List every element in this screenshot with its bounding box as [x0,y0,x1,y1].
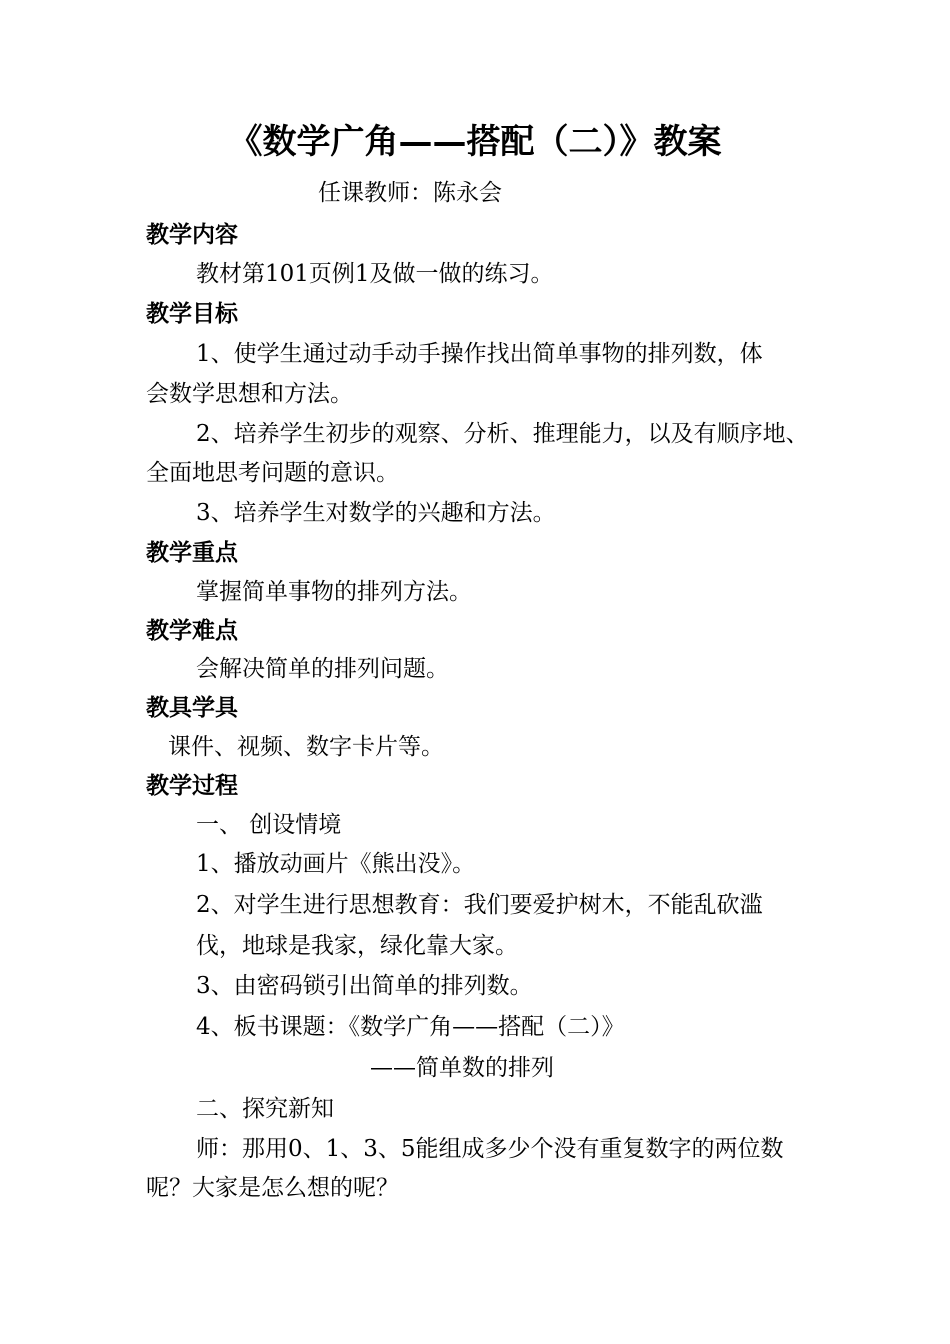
goal-1-line-1: 1、使学生通过动手动手操作找出简单事物的排列数，体 [196,341,763,367]
heading-teaching-content: 教学内容 [146,221,238,248]
goal-3: 3、培养学生对数学的兴趣和方法。 [196,500,556,526]
document-title: 《数学广角——搭配（二）》教案 [228,122,722,162]
process-step-2-title: 二、探究新知 [196,1096,334,1122]
heading-teaching-process: 教学过程 [146,772,238,799]
difficulty-text: 会解决简单的排列问题。 [196,656,449,682]
goal-1-line-2: 会数学思想和方法。 [146,381,353,407]
process-item-1: 1、播放动画片《熊出没》。 [196,851,476,877]
heading-tools: 教具学具 [146,694,238,721]
process-item-4: 4、板书课题：《数学广角——搭配（二）》 [196,1014,625,1040]
teaching-content-text: 教材第101页例1及做一做的练习。 [196,261,554,287]
process-item-2-line-1: 2、对学生进行思想教育：我们要爱护树木，不能乱砍滥 [196,892,763,918]
heading-key-point: 教学重点 [146,539,238,566]
heading-difficulty: 教学难点 [146,617,238,644]
key-point-text: 掌握简单事物的排列方法。 [196,579,472,605]
heading-teaching-goals: 教学目标 [146,300,238,327]
process-item-3: 3、由密码锁引出简单的排列数。 [196,973,533,999]
teacher-question-line-1: 师：那用0、1、3、5能组成多少个没有重复数字的两位数 [196,1136,784,1162]
teacher-name: 任课教师：陈永会 [318,180,502,206]
tools-text: 课件、视频、数字卡片等。 [168,734,444,760]
goal-2-line-1: 2、培养学生初步的观察、分析、推理能力，以及有顺序地、 [196,421,809,447]
process-item-4-subtitle: ——简单数的排列 [370,1055,554,1081]
process-item-2-line-2: 伐，地球是我家，绿化靠大家。 [196,933,518,959]
goal-2-line-2: 全面地思考问题的意识。 [146,460,399,486]
teacher-question-line-2: 呢？大家是怎么想的呢？ [146,1175,399,1201]
process-step-1-title: 一、 创设情境 [196,812,342,838]
